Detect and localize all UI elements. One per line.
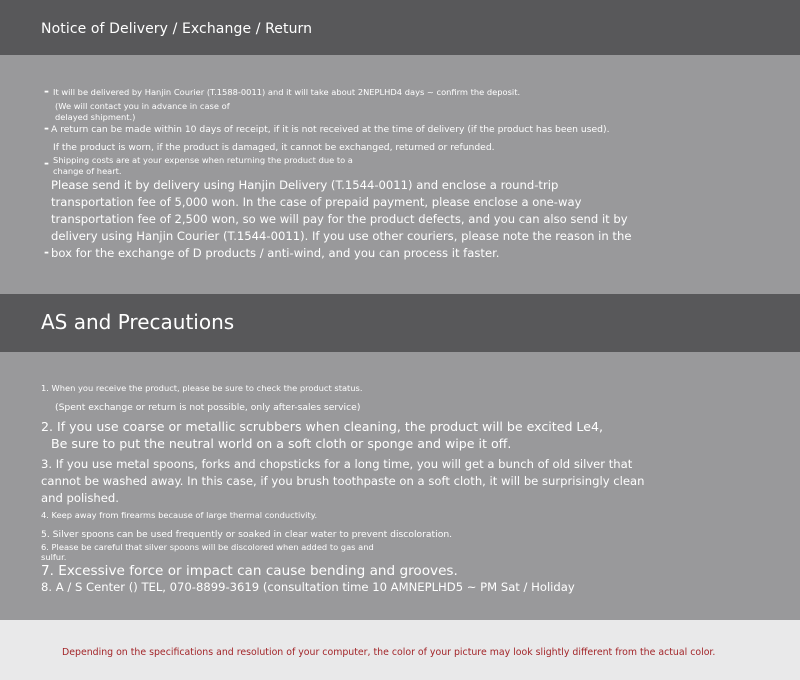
precaution-line: 1. When you receive the product, please be sure to check the product status. bbox=[41, 383, 363, 393]
delivery-line: It will be delivered by Hanjin Courier (T.1588-0011) and it will take about 2NEPLHD4 days ~ confirm the deposit. bbox=[53, 87, 521, 97]
delivery-line: Please send it by delivery using Hanjin Delivery (T.1544-0011) and enclose a round-trip bbox=[51, 178, 559, 192]
delivery-section-title: Notice of Delivery / Exchange / Return bbox=[41, 21, 313, 37]
delivery-line: delayed shipment.) bbox=[55, 112, 136, 122]
delivery-line: A return can be made within 10 days of receipt, if it is not received at the time of delivery (if the product has been used). bbox=[51, 124, 610, 135]
delivery-line: change of heart. bbox=[53, 166, 122, 176]
precaution-line: (Spent exchange or return is not possible, only after-sales service) bbox=[55, 402, 361, 413]
delivery-line: transportation fee of 5,000 won. In the case of prepaid payment, please enclose a one-way bbox=[51, 195, 582, 209]
precaution-line: and polished. bbox=[41, 491, 119, 505]
precaution-line: 6. Please be careful that silver spoons will be discolored when added to gas and bbox=[41, 542, 374, 552]
delivery-line: If the product is worn, if the product is damaged, it cannot be exchanged, returned or refunded. bbox=[53, 142, 495, 153]
delivery-section-header bbox=[0, 0, 800, 55]
delivery-line: transportation fee of 2,500 won, so we will pay for the product defects, and you can also send it by bbox=[51, 212, 628, 226]
precaution-line: Be sure to put the neutral world on a soft cloth or sponge and wipe it off. bbox=[51, 436, 512, 451]
bullet-dash: - bbox=[44, 121, 49, 135]
precaution-line: 4. Keep away from firearms because of large thermal conductivity. bbox=[41, 510, 318, 520]
delivery-line: delivery using Hanjin Courier (T.1544-0011). If you use other couriers, please note the reason in the bbox=[51, 229, 632, 243]
precaution-line: 5. Silver spoons can be used frequently or soaked in clear water to prevent discoloration. bbox=[41, 529, 453, 540]
footer bbox=[0, 620, 800, 680]
precaution-line: sulfur. bbox=[41, 552, 67, 562]
precaution-line: 2. If you use coarse or metallic scrubbers when cleaning, the product will be excited Le4, bbox=[41, 419, 603, 434]
bullet-dash: - bbox=[44, 245, 49, 259]
precautions-section-header bbox=[0, 294, 800, 352]
delivery-notice-panel bbox=[0, 55, 800, 294]
bullet-dash: - bbox=[44, 156, 49, 170]
precaution-line: 7. Excessive force or impact can cause bending and grooves. bbox=[41, 563, 458, 579]
precaution-line: 3. If you use metal spoons, forks and chopsticks for a long time, you will get a bunch of old silver that bbox=[41, 457, 633, 471]
precautions-section-title: AS and Precautions bbox=[41, 310, 235, 334]
bullet-dash: - bbox=[44, 84, 49, 98]
delivery-line: box for the exchange of D products / anti-wind, and you can process it faster. bbox=[51, 246, 500, 260]
precaution-line: cannot be washed away. In this case, if you brush toothpaste on a soft cloth, it will be surprisingly clean bbox=[41, 474, 645, 488]
precaution-line: 8. A / S Center () TEL, 070-8899-3619 (consultation time 10 AMNEPLHD5 ~ PM Sat / Holiday bbox=[41, 580, 575, 594]
precautions-panel bbox=[0, 352, 800, 620]
delivery-line: Shipping costs are at your expense when returning the product due to a bbox=[53, 155, 353, 165]
color-disclaimer: Depending on the specifications and resolution of your computer, the color of your picture may look slightly different from the actual color. bbox=[62, 647, 716, 658]
delivery-line: (We will contact you in advance in case of bbox=[55, 101, 230, 111]
